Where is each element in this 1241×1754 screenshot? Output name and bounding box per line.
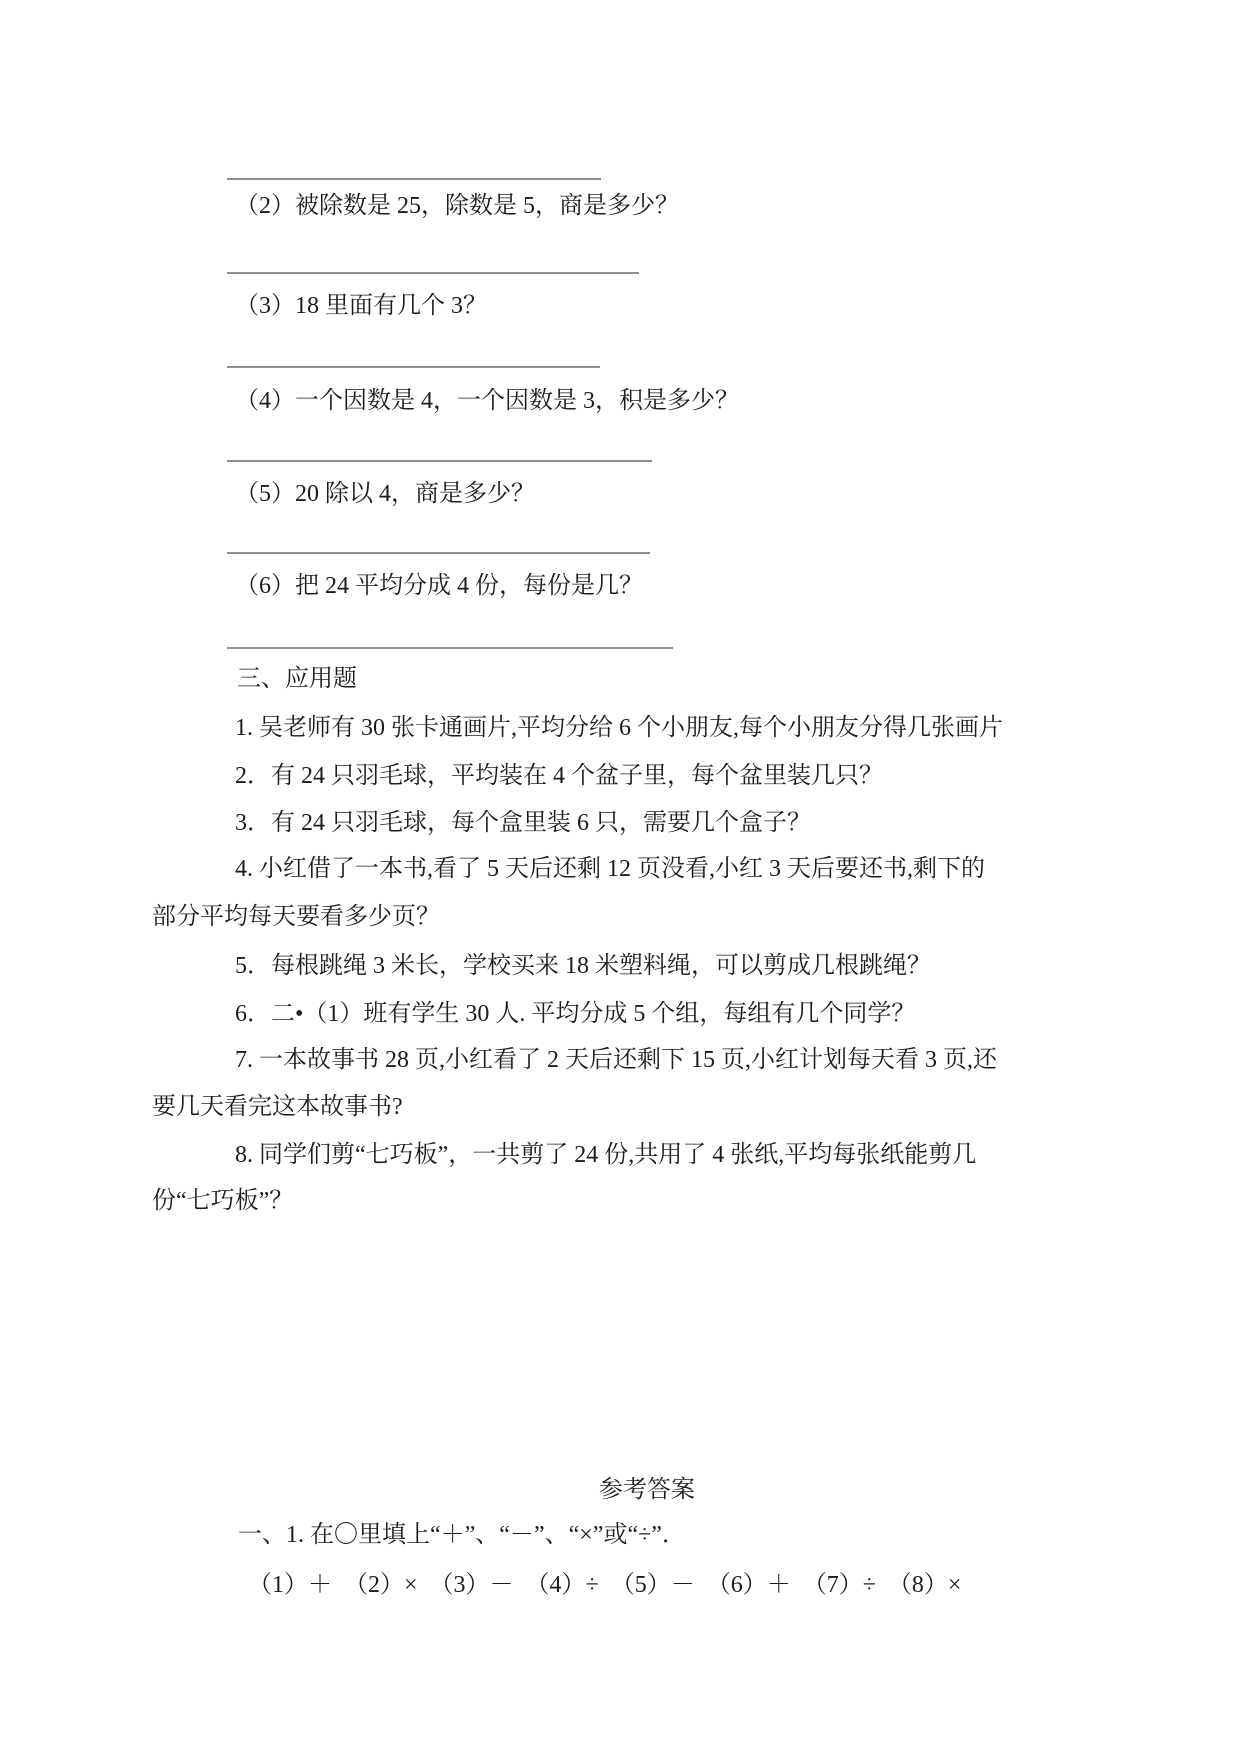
word-problem-line: 要几天看完这本故事书? <box>152 1094 403 1120</box>
answer-blank-line <box>227 552 650 554</box>
answer-key-intro: 一、1. 在〇里填上“＋”、“－”、“×”或“÷”． <box>238 1522 686 1548</box>
answer-blank-line <box>227 366 600 368</box>
answer-blank-line <box>227 272 639 274</box>
word-problem-line: 4. 小红借了一本书,看了 5 天后还剩 12 页没看,小红 3 天后要还书,剩下的 <box>235 856 985 882</box>
word-problem-line: 6．二•（1）班有学生 30 人. 平均分成 5 个组，每组有几个同学？ <box>235 1001 916 1027</box>
word-problem-line: 1. 吴老师有 30 张卡通画片,平均分给 6 个小朋友,每个小朋友分得几张画片 <box>235 715 1003 741</box>
fill-question: （2）被除数是 25，除数是 5，商是多少？ <box>235 193 679 219</box>
word-problem-line: 8. 同学们剪“七巧板”，一共剪了 24 份,共用了 4 张纸,平均每张纸能剪几 <box>235 1142 977 1168</box>
word-problem-line: 2．有 24 只羽毛球，平均装在 4 个盆子里，每个盆里装几只？ <box>235 763 883 789</box>
answer-blank-line <box>227 460 652 462</box>
word-problem-line: 份“七巧板”？ <box>152 1188 294 1214</box>
fill-question: （5）20 除以 4，商是多少？ <box>235 481 535 507</box>
answer-blank-line <box>227 647 673 649</box>
fill-question: （6）把 24 平均分成 4 份，每份是几？ <box>235 573 643 599</box>
answer-key-title: 参考答案 <box>599 1477 695 1503</box>
fill-question: （4）一个因数是 4，一个因数是 3，积是多少？ <box>235 388 739 414</box>
word-problem-line: 5．每根跳绳 3 米长，学校买来 18 米塑料绳，可以剪成几根跳绳？ <box>235 953 931 979</box>
word-problem-line: 3．有 24 只羽毛球，每个盒里装 6 只，需要几个盒子？ <box>235 810 811 836</box>
section-heading: 三、应用题 <box>237 666 357 692</box>
answer-blank-line <box>227 178 601 180</box>
word-problem-line: 7. 一本故事书 28 页,小红看了 2 天后还剩下 15 页,小红计划每天看 3 页,还 <box>235 1047 997 1073</box>
answer-key-results: （1）＋ （2）× （3）－ （4）÷ （5）－ （6）＋ （7）÷ （8）× <box>248 1572 962 1598</box>
fill-question: （3）18 里面有几个 3？ <box>235 293 487 319</box>
word-problem-line: 部分平均每天要看多少页？ <box>152 904 440 930</box>
